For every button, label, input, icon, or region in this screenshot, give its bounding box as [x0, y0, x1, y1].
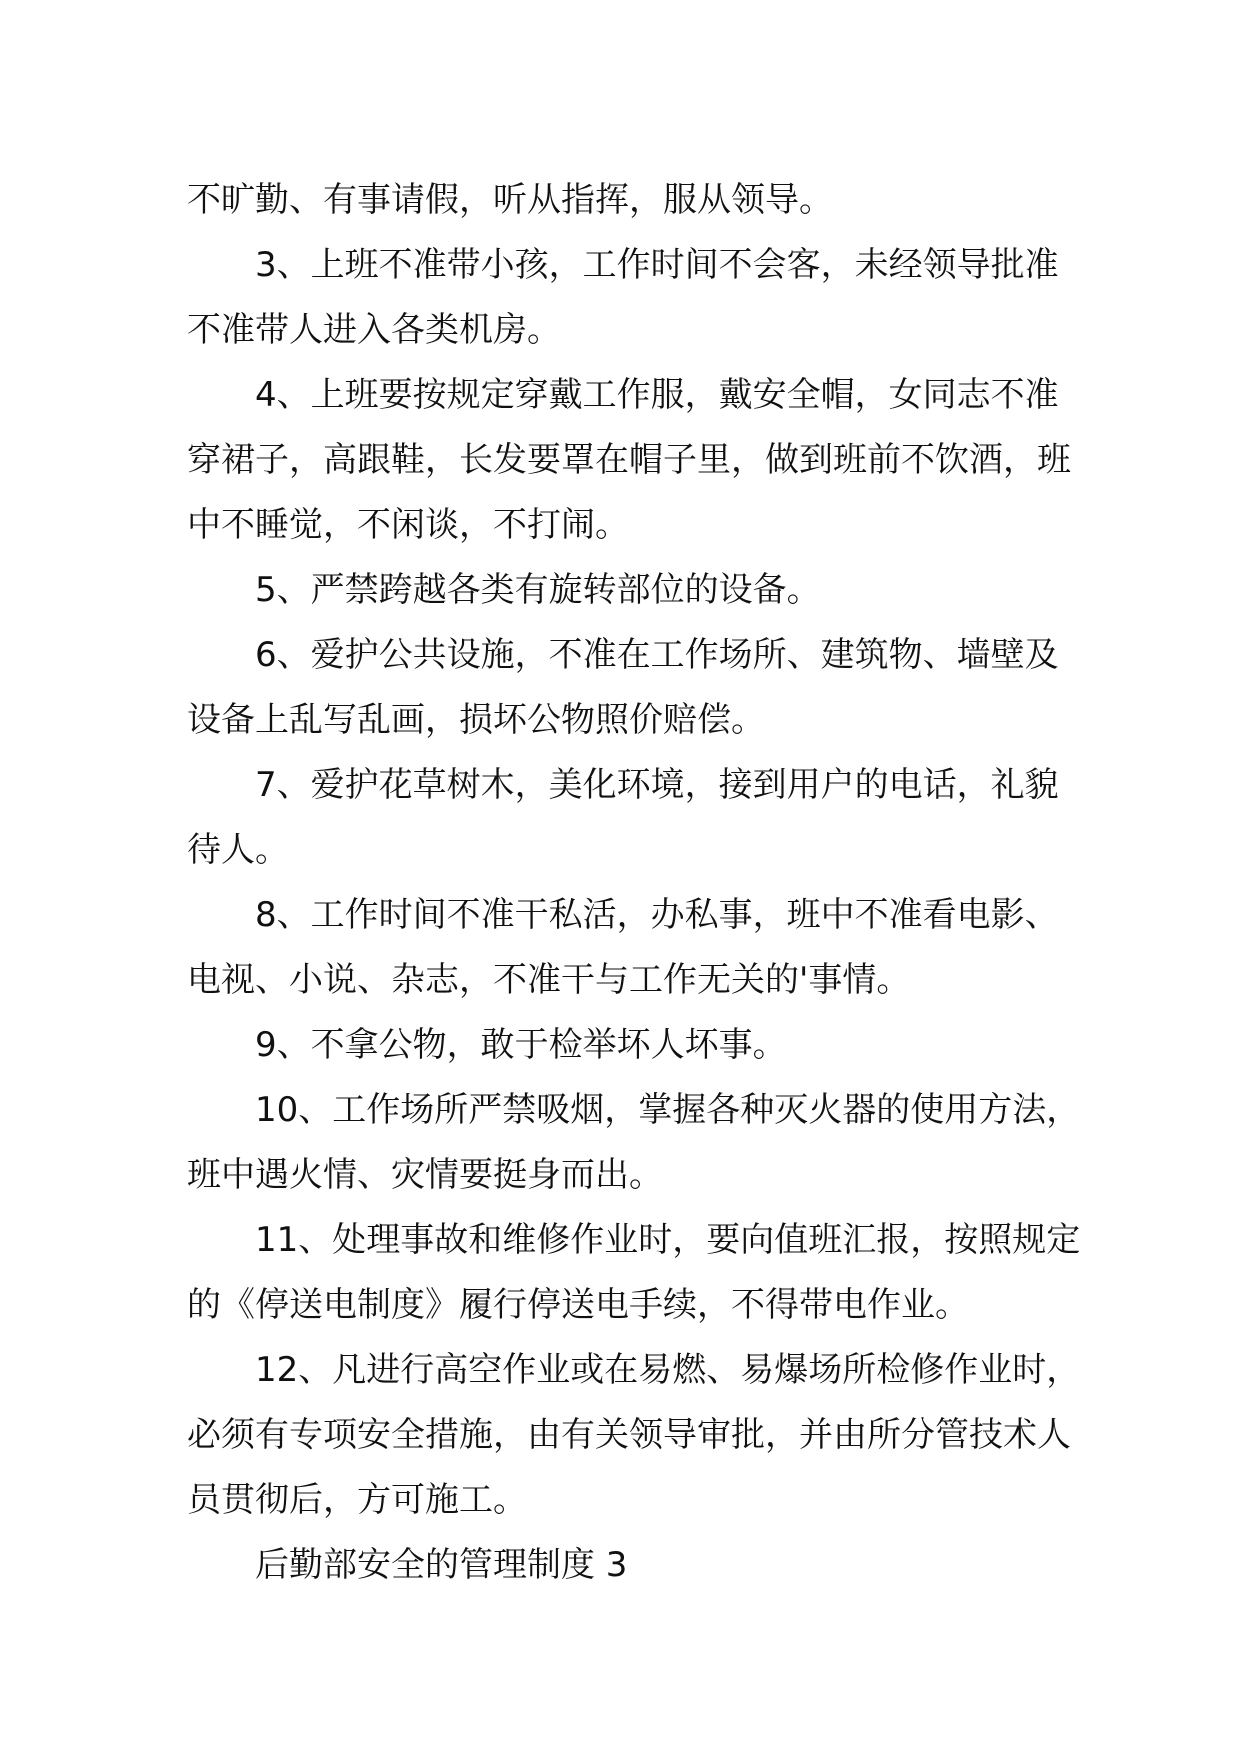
- rule-item-5: 5、严禁跨越各类有旋转部位的设备。: [255, 570, 821, 610]
- paragraph-continuation: 不旷勤、有事请假，听从指挥，服从领导。: [187, 180, 833, 220]
- rule-item-12: 12、凡进行高空作业或在易燃、易爆场所检修作业时，必须有专项安全措施，由有关领导审批，并由所分管技术人员贯彻后，方可施工。: [187, 1350, 1081, 1520]
- rule-item-11: 11、处理事故和维修作业时，要向值班汇报，按照规定的《停送电制度》履行停送电手续，不得带电作业。: [187, 1220, 1081, 1325]
- rule-item-8: 8、工作时间不准干私活，办私事，班中不准看电影、电视、小说、杂志，不准干与工作无关的'事情。: [187, 895, 1059, 1000]
- rule-item-9: 9、不拿公物，敢于检举坏人坏事。: [255, 1025, 787, 1065]
- rule-item-7: 7、爱护花草树木，美化环境，接到用户的电话，礼貌待人。: [187, 765, 1059, 870]
- rule-item-10: 10、工作场所严禁吸烟，掌握各种灭火器的使用方法，班中遇火情、灾情要挺身而出。: [187, 1090, 1081, 1195]
- document-body: [187, 168, 1087, 1598]
- section-heading: 后勤部安全的管理制度 3: [255, 1545, 628, 1585]
- rule-item-4: 4、上班要按规定穿戴工作服，戴安全帽，女同志不准穿裙子，高跟鞋，长发要罩在帽子里，做到班前不饮酒，班中不睡觉，不闲谈，不打闹。: [187, 375, 1071, 545]
- rule-item-6: 6、爱护公共设施，不准在工作场所、建筑物、墙壁及设备上乱写乱画，损坏公物照价赔偿。: [187, 635, 1059, 740]
- rule-item-3: 3、上班不准带小孩，工作时间不会客，未经领导批准不准带人进入各类机房。: [187, 245, 1059, 350]
